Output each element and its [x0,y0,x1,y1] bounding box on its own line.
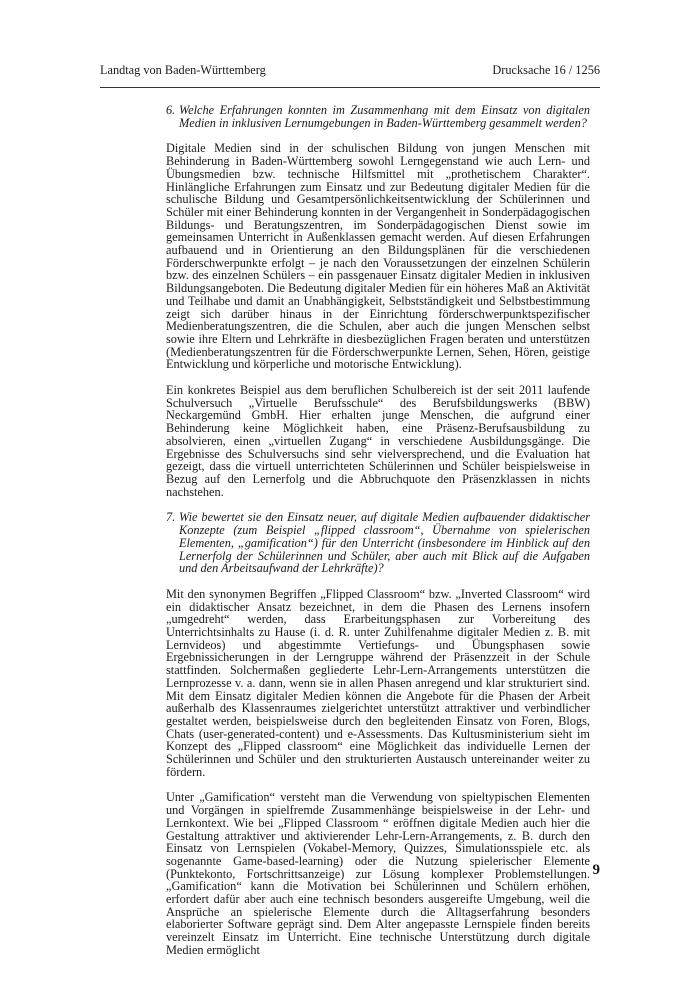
spacer [166,575,590,588]
question-6 [166,104,590,129]
answer-paragraph: Unter „Gamification“ versteht man die Verwendung von spieltypischen Elementen und Vorgängen in spielfremde Zusammenhänge beispielsweise in der Lehr- und Lernkontext. Wie bei „Flipped Classroom “ eröffnen digitale Medien auch hier die Gestaltung attraktiver und aktivierender Lehr-Lern-Arrangements, z. B. durch den Einsatz von Lernspielen (Vokabel-Memory, Quizzes, Simulationsspiele etc. als sogenannte Game-based-learning) oder die Nutzung spielerischer Elemente (Punktekonto, Fortschrittsanzeige) zur Lösung komplexer Problemstellungen. „Gamification“ kann die Motivation bei Schülerinnen und Schülern erhöhen, erfordert dafür aber auch eine technisch besonders ausgereifte Umgebung, weil die Ansprüche an spielerische Elemente durch die Alltagserfahrung besonders elaborierter Software geprägt sind. Dem Alter angepasste Lernspiele finden bereits vereinzelt Einsatz im Unterricht. Eine technische Unterstützung durch digitale Medien ermöglicht [166,790,590,957]
page-number: 9 [592,862,600,878]
question-text: Welche Erfahrungen konnten im Zusammenhang mit dem Einsatz von digitalen Medien in inklusiven Lernumgebungen in Baden-Württemberg gesammelt werden? [179,103,590,130]
answer-paragraph: Ein konkretes Beispiel aus dem beruflichen Schulbereich ist der seit 2011 laufende Schulversuch „Virtuelle Berufsschule“ des Berufsbildungswerks (BBW) Neckargemünd GmbH. Hier erhalten junge Menschen, die aufgrund einer Behinderung keine Möglichkeit haben, eine Präsenz-Berufsausbildung zu absolvieren, einen „virtuellen Zugang“ in verschiedene Ausbildungsgänge. Die Ergebnisse des Schulversuchs sind sehr vielversprechend, und die Evaluation hat gezeigt, dass die virtuell unterrichteten Schülerinnen und Schüler beispielsweise in Bezug auf den Lernerfolg und die Abbruchquote den Präsenzklassen in nichts nachstehen. [166,383,590,499]
header-document-number: Drucksache 16 / 1256 [492,63,600,77]
answer-paragraph: Digitale Medien sind in der schulischen Bildung von jungen Menschen mit Behinderung in Baden-Württemberg sowohl Lerngegenstand wie auch Lern- und Übungsmedien bzw. technische Hilfsmittel mit „prothetischem Charakter“. Hinlängliche Erfahrungen zum Einsatz und zur Bedeutung digitaler Medien für die schulische Bildung und Gesamtpersönlichkeitsentwicklung der Schülerinnen und Schüler mit einer Behinderung konnten in der Vergangenheit in Sonderpädagogischen Bildungs- und Beratungszentren, im Sonderpädagogischen Dienst sowie im gemeinsamen Unterricht in Außenklassen gemacht werden. Auf diesen Erfahrungen aufbauend und in Orientierung an den Bildungsplänen für die verschiedenen Förderschwerpunkte erfolgt – je nach den Voraussetzungen der einzelnen Schülerin bzw. des einzelnen Schülers – ein passgenauer Einsatz digitaler Medien in inklusiven Bildungsangeboten. Die Bedeutung digitaler Medien für ein höheres Maß an Aktivität und Teilhabe und damit an Unabhängigkeit, Selbstständigkeit und Selbstbestimmung zeigt sich darüber hinaus in der Einrichtung förderschwerpunktspezifischer Medienberatungszentren, die die Schulen, aber auch die jungen Menschen selbst sowie ihre Eltern und Lehrkräfte in diesbezüglichen Fragen beraten und unterstützen (Medienberatungszentren für die Förderschwerpunkte Lernen, Sehen, Hören, geistige Entwicklung und körperliche und motorische Entwicklung). [166,141,590,372]
running-header [100,63,600,83]
question-number: 6. [166,103,176,117]
header-publisher: Landtag von Baden-Württemberg [100,63,266,77]
question-number: 7. [166,510,176,525]
answer-paragraph: Mit den synonymen Begriffen „Flipped Classroom“ bzw. „Inverted Classroom“ wird ein didaktischer Ansatz bezeichnet, in dem die Phasen des Lernens insofern „umgedreht“ werden, dass Erarbeitungsphasen zur Vorbereitung des Unterrichtsinhalts zu Hause (i. d. R. unter Zuhilfenahme digitaler Medien z. B. mit Lernvideos) und abgestimmte Vertiefungs- und Übungsphasen sowie Ergebnissicherungen in der Lerngruppe während der Präsenzzeit in der Schule stattfinden. Solchermaßen gegliederte Lehr-Lern-Arrangements unterstützen die Lernprozesse v. a. dann, wenn sie in allen Phasen anregend und klar strukturiert sind. Mit dem Einsatz digitaler Medien können die Angebote für die Phasen der Arbeit außerhalb des Klassenraumes zielgerichtet unterstützt attraktiver und verbindlicher gestaltet werden, beispielsweise durch den begleitenden Einsatz von Foren, Blogs, Chats (user-generated-content) und e-Assessments. Das Kultusministerium sieht im Konzept des „Flipped classroom“ eine Möglichkeit das individuelle Lernen der Schülerinnen und Schüler und den strukturierten Austausch untereinander weiter zu fördern. [166,586,590,779]
page-body [166,104,590,957]
header-rule [100,87,600,88]
question-7 [166,511,590,575]
question-text: Wie bewertet sie den Einsatz neuer, auf digitale Medien aufbauender didaktischer Konzepte (zum Beispiel „flipped classroom“, Übernahme von spielerischen Elementen, „gamification“) für den Unterricht (insbesondere im Hinblick auf den Lernerfolg der Schülerinnen und Schüler, aber auch mit Blick auf die Aufgaben und den Arbeitsaufwand der Lehrkräfte)? [179,510,590,576]
